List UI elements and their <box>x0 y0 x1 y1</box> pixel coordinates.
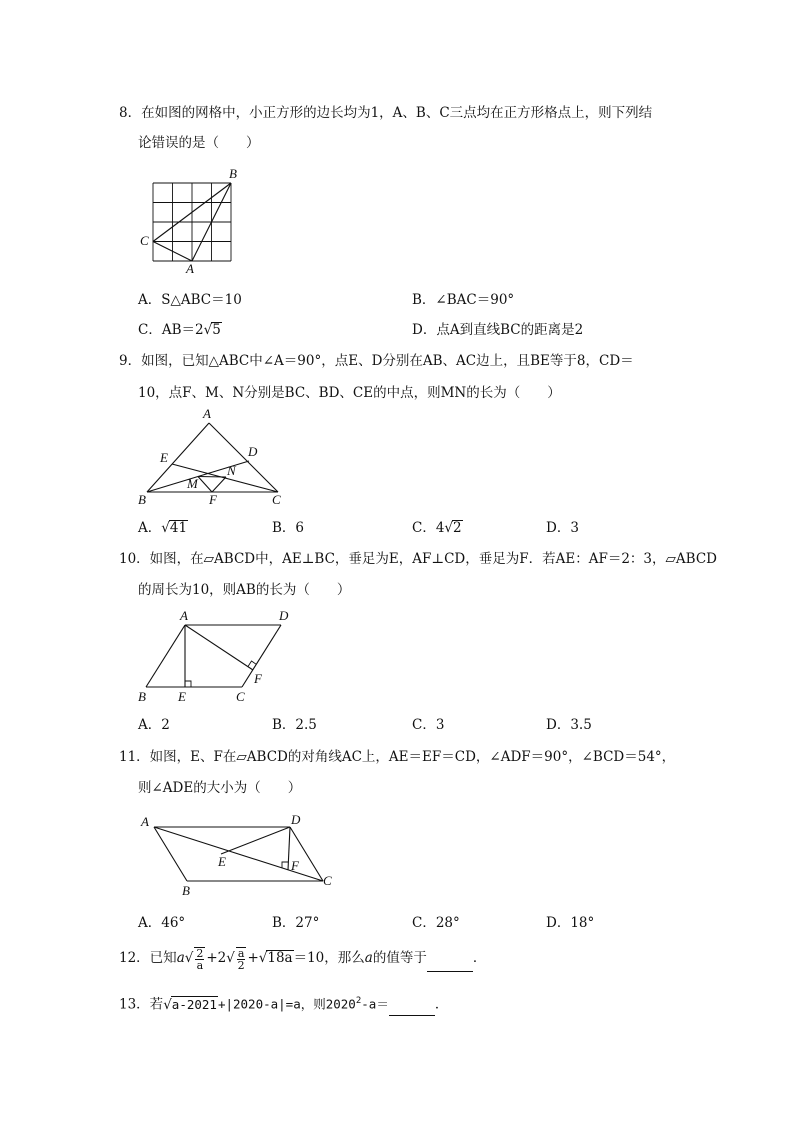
q12-fraction-1-den: a <box>196 958 204 972</box>
q9-option-a-radicand: 41 <box>169 520 188 536</box>
q12-equals: ＝10，那么 <box>293 950 365 966</box>
q12-var-a-2: a <box>364 950 373 966</box>
q8-option-c-prefix: C．AB＝2 <box>138 322 204 338</box>
q10-label-f: F <box>254 671 262 686</box>
q13-end: ． <box>434 996 449 1013</box>
q13-tail: -a＝ <box>361 996 389 1012</box>
q13-prefix: 13．若 <box>119 996 164 1013</box>
q10-stem-line1: 10．如图，在▱ABCD中，AE⊥BC，垂足为E，AF⊥CD，垂足为F．若AE：AF＝2：3，▱ABCD <box>119 551 717 567</box>
q12-radicand-3: 18a <box>267 950 293 966</box>
q9-label-a: A <box>203 406 211 421</box>
q9-label-n: N <box>227 463 236 478</box>
q9-stem-line1: 9．如图，已知△ABC中∠A＝90°，点E、D分别在AB、AC边上，且BE等于8，CD＝ <box>119 353 634 369</box>
q9-triangle-figure <box>130 405 300 515</box>
q10-label-a: A <box>180 608 188 623</box>
q8-option-d: D．点A到直线BC的距离是2 <box>412 322 584 338</box>
q11-option-c: C．28° <box>412 915 460 931</box>
q9-option-a: A．√41 <box>138 520 188 536</box>
q12-fraction-1 <box>194 947 205 971</box>
q11-option-b: B．27° <box>272 915 320 931</box>
q9-option-c-prefix: C．4 <box>412 520 445 536</box>
q11-option-d: D．18° <box>546 915 595 931</box>
q9-option-c-radicand: 2 <box>453 520 462 536</box>
q12-var-a: a <box>176 950 185 966</box>
q8-grid-figure <box>130 165 250 280</box>
q13-middle: +|2020-a|=a，则2020 <box>217 996 356 1012</box>
q10-option-d: D．3.5 <box>546 717 592 733</box>
q12-tail: 的值等于 <box>372 950 427 966</box>
q8-option-a: A．S△ABC＝10 <box>138 292 242 308</box>
q13-answer-blank[interactable] <box>389 1001 435 1016</box>
q9-option-d: D．3 <box>546 520 579 536</box>
q10-label-c: C <box>236 689 245 704</box>
q11-stem-line2: 则∠ADE的大小为（ ） <box>138 780 302 796</box>
q12-end: ． <box>472 950 487 966</box>
q12-answer-blank[interactable] <box>427 957 473 972</box>
q8-label-c: C <box>140 233 149 248</box>
q8-option-c: C．AB＝2√5 <box>138 322 221 338</box>
q12-fraction-2-num: a <box>237 946 245 960</box>
q11-stem-line1: 11．如图，E、F在▱ABCD的对角线AC上，AE＝EF＝CD，∠ADF＝90°，∠BCD＝54°， <box>119 749 676 765</box>
q11-label-c: C <box>323 873 332 888</box>
q9-option-b: B．6 <box>272 520 305 536</box>
q9-label-e: E <box>160 450 168 465</box>
q10-label-d: D <box>279 608 289 623</box>
q8-label-b: B <box>229 166 237 181</box>
q10-label-e: E <box>178 689 186 704</box>
q11-label-b: B <box>182 883 190 898</box>
q10-label-b: B <box>138 689 146 704</box>
q13-stem: 13．若√a-2021+|2020-a|=a，则$2020^2-a=$ ． <box>119 990 448 1016</box>
q8-label-a: A <box>186 261 194 276</box>
q12-plus-1: +2 <box>206 950 227 966</box>
q12-stem: 12．已知a√ $\frac{2}{a}$ +2√ $\frac{a}{2}$ +√18a＝10，那么a的值等于 ． <box>119 946 487 972</box>
q10-parallelogram-figure <box>130 605 310 710</box>
q10-option-a: A．2 <box>138 717 170 733</box>
q13-superscript: 2 <box>355 996 362 1006</box>
q8-stem-line2: 论错误的是（ ） <box>138 135 260 151</box>
q11-label-e: E <box>218 854 226 869</box>
q12-prefix: 12．已知 <box>119 950 177 966</box>
q12-fraction-2 <box>236 947 247 971</box>
q12-plus-2: + <box>247 950 259 966</box>
q8-option-c-radicand: 5 <box>212 322 221 338</box>
q9-label-f: F <box>209 492 217 507</box>
q9-label-b: B <box>138 492 146 507</box>
q11-label-a: A <box>141 814 149 829</box>
q11-option-a: A．46° <box>138 915 186 931</box>
q13-radicand: a-2021 <box>171 996 217 1012</box>
q8-stem-line1: 8．在如图的网格中，小正方形的边长均为1，A、B、C三点均在正方形格点上，则下列结 <box>119 105 653 121</box>
q11-label-f: F <box>291 858 299 873</box>
q11-label-d: D <box>291 812 301 827</box>
q9-stem-line2: 10，点F、M、N分别是BC、BD、CE的中点，则MN的长为（ ） <box>138 385 561 401</box>
q9-label-c: C <box>272 492 281 507</box>
q10-option-c: C．3 <box>412 717 445 733</box>
q12-fraction-2-den: 2 <box>237 958 245 972</box>
q9-option-c: C．4√2 <box>412 520 462 536</box>
q9-label-m: M <box>187 476 198 491</box>
q12-fraction-1-num: 2 <box>196 946 204 960</box>
q9-label-d: D <box>248 444 258 459</box>
q10-stem-line2: 的周长为10，则AB的长为（ ） <box>138 582 351 598</box>
q9-option-a-prefix: A． <box>138 520 162 536</box>
q10-option-b: B．2.5 <box>272 717 317 733</box>
q8-option-b: B．∠BAC＝90° <box>412 292 515 308</box>
q11-parallelogram-figure <box>130 805 345 900</box>
